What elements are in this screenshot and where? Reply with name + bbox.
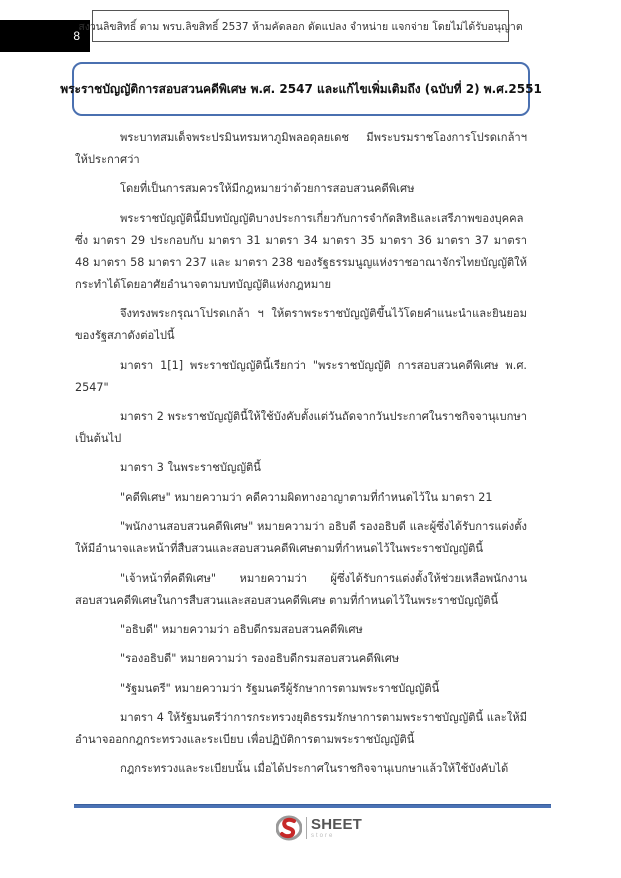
- paragraph-definition-minister: "รัฐมนตรี" หมายความว่า รัฐมนตรีผู้รักษาการตามพระราชบัญญัตินี้: [120, 681, 440, 695]
- paragraph-section-3: มาตรา 3 ในพระราชบัญญัตินี้: [120, 461, 261, 475]
- paragraph-preamble: พระบาทสมเด็จพระปรมินทรมหาภูมิพลอดุลยเดช มีพระบรมราชโองการโปรดเกล้าฯ ให้ประกาศว่า: [75, 131, 527, 166]
- page-number-tab: [0, 20, 90, 52]
- sheet-store-s-logo-icon: [276, 815, 302, 841]
- document-title-box: [60, 62, 542, 116]
- page-number: 8: [73, 29, 80, 43]
- paragraph-definition-director-general: "อธิบดี" หมายความว่า อธิบดีกรมสอบสวนคดีพิเศษ: [120, 622, 363, 636]
- paragraph-definition-special-case: "คดีพิเศษ" หมายความว่า คดีความผิดทางอาญาตามที่กำหนดไว้ใน มาตรา 21: [120, 490, 493, 504]
- paragraph-definition-special-case-officer: "เจ้าหน้าที่คดีพิเศษ" หมายความว่า ผู้ซึ่งได้รับการแต่งตั้งให้ช่วยเหลือพนักงานสอบสวนคดีพิเศษในการสืบสวนและสอบสวนคดีพิเศษ ตามที่กำหนดไว้ในพระราชบัญญัตินี้: [75, 571, 527, 607]
- logo-separator: [306, 817, 307, 839]
- paragraph-section-4: มาตรา 4 ให้รัฐมนตรีว่าการกระทรวงยุติธรรมรักษาการตามพระราชบัญญัตินี้ และให้มีอำนาจออกกฎกระทรวงและระเบียบ เพื่อปฏิบัติการตามพระราชบัญญัตินี้: [75, 711, 527, 747]
- paragraph-ministerial-regulations: กฎกระทรวงและระเบียบนั้น เมื่อได้ประกาศในราชกิจจานุเบกษาแล้วให้ใช้บังคับได้: [120, 762, 509, 776]
- paragraph-definition-deputy-director-general: "รองอธิบดี" หมายความว่า รองอธิบดีกรมสอบสวนคดีพิเศษ: [120, 652, 400, 666]
- logo-subword: store: [311, 833, 335, 839]
- paragraph-constitutional-basis: พระราชบัญญัตินี้มีบทบัญญัติบางประการเกี่ยวกับการจำกัดสิทธิและเสรีภาพของบุคคลซึ่ง มาตรา 29 ประกอบกับ มาตรา 31 มาตรา 34 มาตรา 35 มาตรา 36 มาตรา 37 มาตรา 48 มาตรา 58 มาตรา 237 และ มาตรา 238 ของรัฐธรรมนูญแห่งราชอาณาจักรไทยบัญญัติให้กระทำได้โดยอาศัยอำนาจตามบทบัญญัติแห่งกฎหมาย: [75, 211, 527, 291]
- document-title: พระราชบัญญัติการสอบสวนคดีพิเศษ พ.ศ. 2547 และแก้ไขเพิ่มเติมถึง (ฉบับที่ 2) พ.ศ.2551: [60, 81, 542, 96]
- footer-divider: [74, 804, 551, 808]
- logo-text: [311, 817, 362, 839]
- paragraph-enactment: จึงทรงพระกรุณาโปรดเกล้า ฯ ให้ตราพระราชบัญญัติขึ้นไว้โดยคำแนะนำและยินยอมของรัฐสภาดังต่อไปนี้: [75, 307, 527, 343]
- document-body: [75, 127, 527, 788]
- paragraph-reason: โดยที่เป็นการสมควรให้มีกฎหมายว่าด้วยการสอบสวนคดีพิเศษ: [120, 182, 415, 196]
- paragraph-section-1: มาตรา 1[1] พระราชบัญญัตินี้เรียกว่า "พระราชบัญญัติ การสอบสวนคดีพิเศษ พ.ศ. 2547": [75, 358, 527, 394]
- copyright-notice-box: [78, 10, 523, 42]
- copyright-notice: สงวนลิขสิทธิ์ ตาม พรบ.ลิขสิทธิ์ 2537 ห้ามคัดลอก ดัดแปลง จำหน่าย แจกจ่าย โดยไม่ได้รับอนุญาต: [78, 20, 523, 33]
- paragraph-definition-inquiry-official: "พนักงานสอบสวนคดีพิเศษ" หมายความว่า อธิบดี รองอธิบดี และผู้ซึ่งได้รับการแต่งตั้งให้มีอำนาจและหน้าที่สืบสวนและสอบสวนคดีพิเศษตามที่กำหนดไว้ในพระราชบัญญัตินี้: [75, 520, 527, 556]
- paragraph-section-2: มาตรา 2 พระราชบัญญัตินี้ให้ใช้บังคับตั้งแต่วันถัดจากวันประกาศในราชกิจจานุเบกษา เป็นต้นไป: [75, 409, 527, 445]
- sheet-store-logo: [276, 814, 362, 842]
- logo-word: SHEET: [311, 816, 363, 833]
